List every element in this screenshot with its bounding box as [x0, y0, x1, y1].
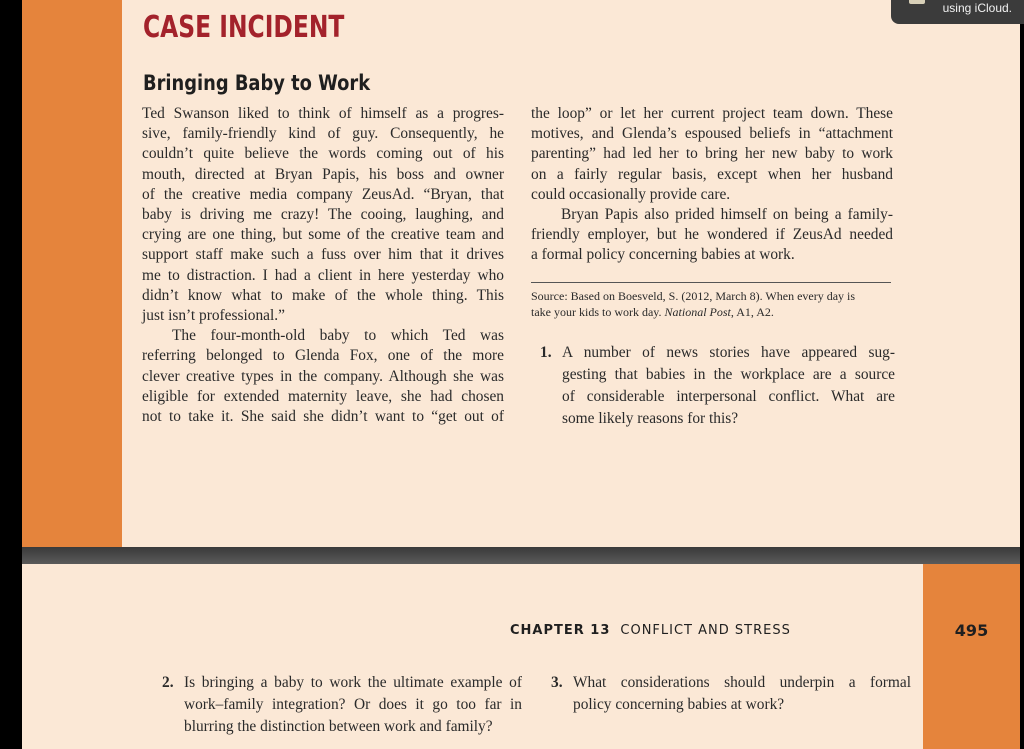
- text-line: Ted Swanson liked to think of himself as a progres-: [142, 105, 504, 122]
- icloud-notification-text: using iCloud.: [942, 1, 1012, 15]
- orange-margin-bar: [923, 564, 1020, 749]
- orange-margin-bar: [22, 0, 122, 547]
- page-bottom: [22, 564, 1020, 749]
- question-text: [184, 672, 522, 738]
- text-line: clever creative types in the company. Although she was: [142, 367, 504, 385]
- question-2: [162, 672, 522, 738]
- question-line: A number of news stories have appeared sug-: [562, 344, 895, 361]
- text-line: not to take it. She said she didn’t want to “get out of: [142, 408, 504, 426]
- chapter-label: CHAPTER 13: [510, 623, 611, 638]
- text-line: motives, and Glenda’s espoused beliefs in “attachment: [531, 125, 893, 143]
- text-line: baby is driving me crazy! The cooing, laughing, and: [142, 206, 504, 224]
- source-line: [531, 304, 893, 320]
- text-line: support staff make such a fuss over him that it drives: [142, 246, 504, 264]
- icloud-notification[interactable]: [891, 0, 1024, 24]
- text-line: Bryan Papis also prided himself on being a family-: [561, 206, 893, 224]
- source-text: take your kids to work day.: [531, 305, 665, 319]
- text-line: me to distraction. I had a client in here yesterday who: [142, 266, 504, 284]
- text-line: crying are one thing, but some of the creative team and: [142, 226, 504, 244]
- question-text: [573, 672, 911, 716]
- question-3: [551, 672, 911, 716]
- text-line: didn’t know what to make of the whole thing. This: [142, 286, 504, 304]
- question-line: of considerable interpersonal conflict. What are: [562, 388, 895, 405]
- text-line: couldn’t quite believe the words coming out of his: [142, 145, 504, 163]
- text-line: a formal policy concerning babies at work.: [531, 246, 795, 264]
- text-line: could occasionally provide care.: [531, 185, 731, 203]
- question-line: work–family integration? Or does it go too far in: [184, 696, 522, 713]
- text-line: on a fairly regular basis, except when her husband: [531, 165, 893, 183]
- question-text: [562, 342, 895, 430]
- case-title: Bringing Baby to Work: [143, 71, 371, 95]
- question-line: blurring the distinction between work and family?: [184, 718, 493, 735]
- page-top: [22, 0, 1020, 547]
- question-number: 2.: [162, 674, 174, 691]
- question-line: Is bringing a baby to work the ultimate example of: [184, 674, 522, 691]
- text-line: eligible for extended maternity leave, she had chosen: [142, 387, 504, 405]
- case-text-left-column: [142, 104, 504, 427]
- text-line: sive, family-friendly kind of guy. Consequently, he: [142, 125, 504, 143]
- source-publication: National Post: [664, 305, 731, 319]
- source-divider: [531, 282, 891, 283]
- case-text-right-column: [531, 104, 893, 266]
- source-text: , A1, A2.: [730, 305, 774, 319]
- text-line: mouth, directed at Bryan Papis, his boss and owner: [142, 165, 504, 183]
- question-line: What considerations should underpin a formal: [573, 674, 911, 691]
- case-incident-heading: CASE INCIDENT: [143, 10, 345, 45]
- text-line: just isn’t professional.”: [142, 307, 285, 325]
- chapter-footer: [510, 623, 791, 638]
- question-line: policy concerning babies at work?: [573, 696, 785, 713]
- text-line: friendly employer, but he wondered if ZeusAd needed: [531, 226, 893, 244]
- question-1: [540, 342, 895, 430]
- source-citation: [531, 288, 893, 320]
- text-line: referring belonged to Glenda Fox, one of the more: [142, 347, 504, 365]
- text-line: the loop” or let her current project team down. These: [531, 105, 893, 122]
- text-line: parenting” had led her to bring her new baby to work: [531, 145, 893, 163]
- page-number: 495: [954, 621, 989, 640]
- text-line: of the creative media company ZeusAd. “Bryan, that: [142, 185, 504, 203]
- text-line: The four-month-old baby to which Ted was: [172, 327, 504, 345]
- question-number: 3.: [551, 674, 563, 691]
- question-number: 1.: [540, 344, 552, 361]
- question-line: some likely reasons for this?: [562, 410, 739, 427]
- chapter-title: CONFLICT AND STRESS: [620, 623, 791, 638]
- question-line: gesting that babies in the workplace are a source: [562, 366, 895, 383]
- source-line: Source: Based on Boesveld, S. (2012, March 8). When every day is: [531, 289, 856, 303]
- page-separator: [22, 547, 1020, 564]
- notification-icon: [909, 0, 925, 4]
